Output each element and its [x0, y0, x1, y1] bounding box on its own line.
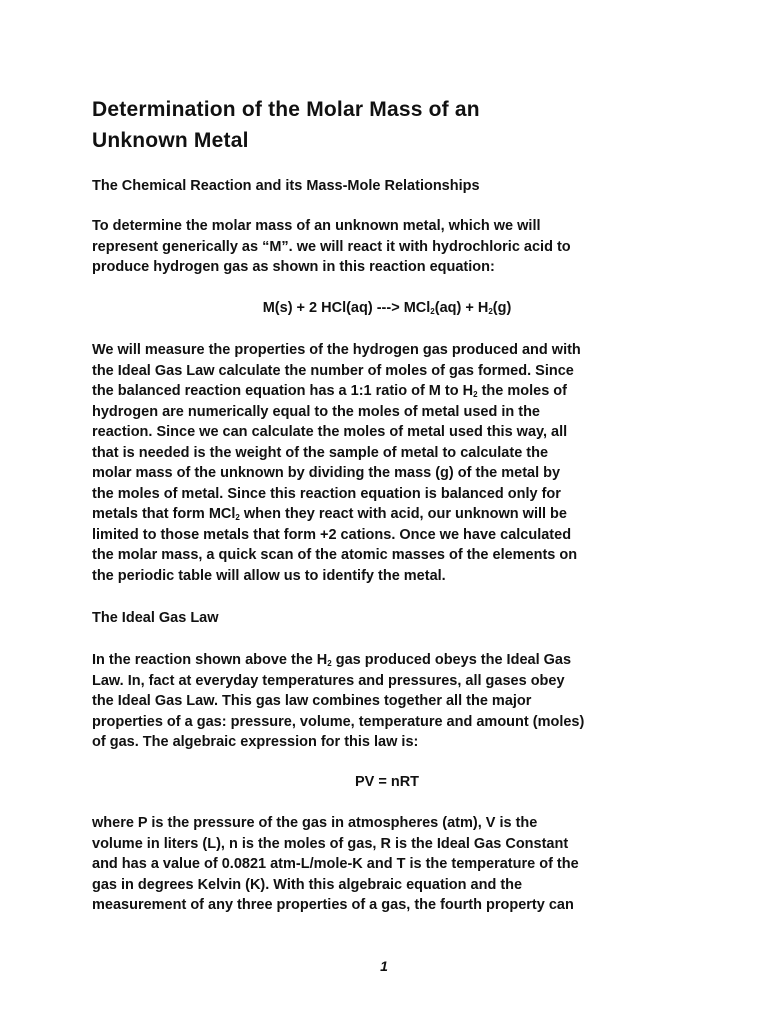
- subscript: 2: [235, 513, 240, 522]
- text-line: hydrogen are numerically equal to the moles of metal used in the: [92, 403, 540, 420]
- text-line: properties of a gas: pressure, volume, temperature and amount (moles): [92, 713, 585, 730]
- title-line: Unknown Metal: [92, 129, 249, 152]
- section-heading-chemical-reaction: The Chemical Reaction and its Mass-Mole Relationships: [92, 178, 480, 194]
- text-line: and has a value of 0.0821 atm-L/mole-K and T is the temperature of the: [92, 856, 579, 872]
- page-number: 1: [380, 958, 388, 974]
- variables-paragraph: [92, 813, 682, 916]
- subscript: 2: [430, 307, 435, 316]
- title-line: Determination of the Molar Mass of an: [92, 98, 480, 121]
- text-line: the Ideal Gas Law. This gas law combines together all the major: [92, 693, 532, 709]
- text-line: measurement of any three properties of a gas, the fourth property can: [92, 897, 574, 913]
- text-line: gas in degrees Kelvin (K). With this algebraic equation and the: [92, 876, 523, 893]
- text-segment: In the reaction shown above the H: [92, 652, 328, 668]
- text-segment: the moles of: [477, 383, 567, 399]
- subscript: 2: [473, 390, 478, 399]
- reaction-equation: [92, 298, 682, 318]
- text-line: [92, 650, 682, 671]
- text-line: [92, 381, 682, 402]
- ideal-gas-paragraph: [92, 650, 682, 753]
- text-segment: gas produced obeys the Ideal Gas: [331, 652, 572, 668]
- text-line: [92, 504, 682, 525]
- ideal-gas-equation: PV = nRT: [354, 774, 420, 790]
- text-line: the molar mass, a quick scan of the atomic masses of the elements on: [92, 547, 578, 563]
- text-line: where P is the pressure of the gas in atmospheres (atm), V is the: [92, 815, 538, 831]
- text-line: that is needed is the weight of the sample of metal to calculate the: [92, 444, 549, 461]
- text-line: limited to those metals that form +2 cations. Once we have calculated: [92, 526, 572, 543]
- text-line: the moles of metal. Since this reaction equation is balanced only for: [92, 485, 561, 502]
- equation-text: (aq) + H: [434, 300, 489, 316]
- text-line: We will measure the properties of the hydrogen gas produced and with: [92, 342, 581, 358]
- text-line: of gas. The algebraic expression for this law is:: [92, 734, 419, 750]
- text-line: reaction. Since we can calculate the moles of metal used this way, all: [92, 424, 568, 440]
- text-segment: metals that form MCl: [92, 506, 236, 522]
- intro-paragraph: [92, 216, 682, 278]
- text-line: produce hydrogen gas as shown in this reaction equation:: [92, 259, 495, 275]
- text-line: Law. In, fact at everyday temperatures and pressures, all gases obey: [92, 672, 565, 689]
- text-segment: the balanced reaction equation has a 1:1 ratio of M to H: [92, 383, 474, 399]
- text-segment: when they react with acid, our unknown will be: [239, 506, 567, 522]
- text-line: volume in liters (L), n is the moles of gas, R is the Ideal Gas Constant: [92, 835, 569, 852]
- text-line: the periodic table will allow us to identify the metal.: [92, 567, 446, 584]
- document-title: [92, 94, 682, 156]
- text-line: molar mass of the unknown by dividing the mass (g) of the metal by: [92, 465, 561, 481]
- subscript: 2: [488, 307, 493, 316]
- text-line: represent generically as “M”. we will react it with hydrochloric acid to: [92, 238, 571, 255]
- text-line: To determine the molar mass of an unknown metal, which we will: [92, 218, 541, 234]
- subscript: 2: [327, 659, 332, 668]
- reaction-explanation-paragraph: [92, 340, 682, 586]
- equation-text: M(s) + 2 HCl(aq) ---> MCl: [262, 300, 431, 316]
- section-heading-ideal-gas-law: The Ideal Gas Law: [92, 610, 219, 626]
- text-line: the Ideal Gas Law calculate the number of moles of gas formed. Since: [92, 362, 574, 379]
- equation-text: (g): [492, 300, 512, 316]
